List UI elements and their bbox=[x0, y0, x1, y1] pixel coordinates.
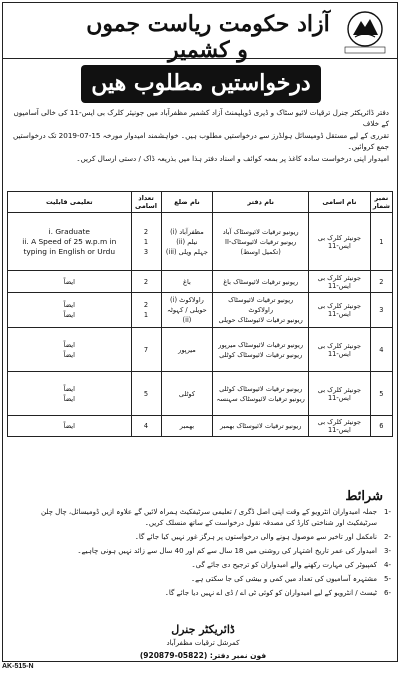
table-row bbox=[8, 293, 393, 328]
cell-count bbox=[131, 293, 161, 328]
cell-line: باغ bbox=[183, 277, 191, 286]
condition-item bbox=[11, 507, 391, 529]
cell-line: نیلم (ii) bbox=[176, 237, 198, 246]
condition-item bbox=[11, 546, 391, 557]
condition-number: -6 bbox=[384, 589, 391, 597]
cell-line: (تکمیل اوسط) bbox=[240, 247, 281, 256]
cell-grade: جونیئر کلرک بی ایس-11 bbox=[309, 416, 371, 437]
header-qualification: تعلیمی قابلیت bbox=[8, 192, 132, 213]
cell-line: ریونیو ترقیات لائیوسٹاک باغ bbox=[223, 277, 299, 286]
cell-sr: 3 bbox=[370, 293, 392, 328]
cell-sr: 2 bbox=[370, 271, 392, 293]
cell-line: 2 bbox=[143, 277, 149, 286]
cell-line: ریونیو ترقیات لائیوسٹاک-II bbox=[225, 237, 297, 246]
header-district: نام ضلع bbox=[161, 192, 213, 213]
intro-line: تقرری کے لیے مستقل ڈومیسائل ہولڈرز سے درخواستیں مطلوب ہیں۔ خواہشمند امیدوار مورخہ 15-07-2019 تک درخواستیں جمع کروائیں۔ bbox=[13, 131, 389, 151]
condition-number: -2 bbox=[384, 533, 391, 541]
cell-line: i. Graduate bbox=[48, 226, 90, 236]
cell-qual bbox=[8, 416, 132, 437]
cell-line: 5 bbox=[143, 389, 149, 398]
cell-name bbox=[213, 372, 309, 416]
cell-name bbox=[213, 213, 309, 271]
table-row bbox=[8, 328, 393, 372]
cell-name bbox=[213, 328, 309, 372]
condition-number: -4 bbox=[384, 561, 391, 569]
government-title: آزاد حکومت ریاست جموں و کشمیر bbox=[86, 11, 330, 63]
table-row bbox=[8, 416, 393, 437]
cell-dist bbox=[161, 271, 213, 293]
cell-line: ایضاً bbox=[63, 394, 75, 403]
banner-title: درخواستیں مطلوب ھیں bbox=[91, 70, 311, 96]
table-row bbox=[8, 372, 393, 416]
reference-code: AK-515-N bbox=[2, 663, 34, 670]
cell-count bbox=[131, 271, 161, 293]
cell-line: مظفرآباد (i) bbox=[170, 227, 204, 236]
wanted-banner bbox=[81, 65, 321, 103]
cell-sr: 4 bbox=[370, 328, 392, 372]
cell-line: کوٹلی bbox=[178, 389, 195, 398]
cell-line: ریونیو ترقیات لائیوسٹاک میرپور bbox=[218, 340, 304, 349]
conditions-title: شرائط bbox=[345, 489, 383, 504]
cell-count bbox=[131, 416, 161, 437]
cell-dist bbox=[161, 372, 213, 416]
intro-line: امیدوار اپنی درخواست سادہ کاغذ پر بمعہ کوائف و اسناد دفتر ہذا میں بذریعہ ڈاک / دستی ارسال کریں۔ bbox=[76, 154, 389, 163]
cell-grade: جونیئر کلرک بی ایس-11 bbox=[309, 213, 371, 271]
cell-name bbox=[213, 416, 309, 437]
cell-line: 7 bbox=[143, 345, 149, 354]
cell-name bbox=[213, 293, 309, 328]
condition-number: -5 bbox=[384, 575, 391, 583]
cell-line: ریونیو ترقیات لائیوسٹاک راولاکوٹ bbox=[228, 296, 294, 314]
cell-line: ریونیو ترقیات لائیوسٹاک کوٹلی bbox=[219, 384, 303, 393]
cell-line: جہلم ویلی (iii) bbox=[165, 247, 208, 256]
condition-text: ٹیسٹ / انٹرویو کے لیے امیدواران کو کوئی ٹی اے / ڈی اے نہیں دیا جائے گا۔ bbox=[164, 589, 377, 597]
header-count: تعداد اسامی bbox=[131, 192, 161, 213]
signatory-office: کمرشل ترقیات مظفرآباد bbox=[166, 639, 240, 647]
cell-name bbox=[213, 271, 309, 293]
cell-line: 2 bbox=[143, 227, 149, 236]
cell-line: ریونیو ترقیات لائیوسٹاک آباد bbox=[222, 227, 299, 236]
cell-dist bbox=[161, 416, 213, 437]
cell-line: typing in English or Urdu bbox=[23, 246, 115, 256]
cell-count bbox=[131, 328, 161, 372]
condition-text: نامکمل اور تاخیر سے موصول ہونے والی درخواستوں پر ہرگز غور نہیں کیا جائے گا۔ bbox=[134, 533, 377, 541]
condition-text: جملہ امیدواران انٹرویو کے وقت اپنی اصل ڈگری / تعلیمی سرٹیفکیٹ ہمراہ لائیں گے علاوہ ازیں ڈومیسائل، چال چلن سرٹیفکیٹ اور شناختی کارڈ کی مصدقہ نقول درخواست کے ساتھ منسلک کریں۔ bbox=[40, 508, 377, 527]
header bbox=[3, 3, 397, 63]
cell-qual bbox=[8, 293, 132, 328]
intro-text bbox=[11, 107, 389, 165]
condition-item bbox=[11, 574, 391, 585]
condition-number: -1 bbox=[384, 508, 391, 516]
cell-dist bbox=[161, 293, 213, 328]
state-emblem-icon bbox=[341, 9, 389, 55]
cell-line: ایضاً bbox=[63, 384, 75, 393]
cell-dist bbox=[161, 213, 213, 271]
intro-line: دفتر ڈائریکٹر جنرل ترقیات لائیو سٹاک و ڈیری ڈویلپمنٹ آزاد کشمیر مظفرآباد میں جونیئر کلرک بی ایس-11 کی خالی آسامیوں کے خلاف bbox=[13, 108, 389, 128]
cell-line: میرپور bbox=[178, 345, 196, 354]
condition-text: امیدوار کی عمر تاریخ اشتہار کی روشنی میں 18 سال سے کم اور 40 سال سے زائد نہیں ہونی چاہیے۔ bbox=[77, 547, 377, 555]
cell-count bbox=[131, 213, 161, 271]
condition-item bbox=[11, 560, 391, 571]
cell-line: 4 bbox=[143, 422, 149, 430]
header-office: نام دفتر bbox=[213, 192, 309, 213]
cell-grade: جونیئر کلرک بی ایس-11 bbox=[309, 372, 371, 416]
office-phone: فون نمبر دفتر: (05822-920879) bbox=[139, 651, 267, 660]
cell-line: ایضاً bbox=[63, 311, 75, 319]
cell-line: ایضاً bbox=[63, 301, 75, 309]
condition-item bbox=[11, 532, 391, 543]
cell-line: حویلی / کہوٹہ (ii) bbox=[167, 306, 207, 324]
cell-line: ایضاً bbox=[63, 350, 75, 359]
table-header-row bbox=[8, 192, 393, 213]
condition-item bbox=[11, 588, 391, 599]
cell-line: 1 bbox=[143, 311, 149, 319]
cell-line: ریونیو ترقیات لائیوسٹاک کوٹلی bbox=[219, 350, 303, 359]
table-row bbox=[8, 271, 393, 293]
cell-line: ریونیو ترقیات لائیوسٹاک بھمبر bbox=[219, 422, 302, 430]
table-row bbox=[8, 213, 393, 271]
cell-grade: جونیئر کلرک بی ایس-11 bbox=[309, 271, 371, 293]
cell-qual bbox=[8, 271, 132, 293]
signatory-title: ڈائریکٹر جنرل bbox=[171, 623, 235, 636]
cell-dist bbox=[161, 328, 213, 372]
header-post: نام اسامی bbox=[309, 192, 371, 213]
cell-grade: جونیئر کلرک بی ایس-11 bbox=[309, 328, 371, 372]
condition-text: مشتہرہ آسامیوں کی تعداد میں کمی و بیشی کی جا سکتی ہے۔ bbox=[191, 575, 377, 583]
header-sr: نمبر شمار bbox=[370, 192, 392, 213]
cell-count bbox=[131, 372, 161, 416]
cell-line: ریونیو ترقیات لائیوسٹاک حویلی bbox=[218, 316, 303, 324]
cell-line: ii. A Speed of 25 w.p.m in bbox=[22, 236, 117, 246]
cell-line: 3 bbox=[143, 247, 149, 256]
condition-number: -3 bbox=[384, 547, 391, 555]
cell-qual bbox=[8, 328, 132, 372]
cell-line: بھمبر bbox=[179, 422, 195, 430]
cell-qual bbox=[8, 213, 132, 271]
cell-sr: 5 bbox=[370, 372, 392, 416]
cell-grade: جونیئر کلرک بی ایس-11 bbox=[309, 293, 371, 328]
vacancy-table bbox=[7, 191, 393, 437]
advertisement-page bbox=[2, 2, 398, 662]
cell-line: راولاکوٹ (i) bbox=[170, 296, 204, 304]
cell-line: ریونیو ترقیات لائیوسٹاک سہنسہ bbox=[216, 394, 305, 403]
cell-sr: 6 bbox=[370, 416, 392, 437]
cell-line: 1 bbox=[143, 237, 149, 246]
cell-line: ایضاً bbox=[63, 277, 75, 286]
conditions-list bbox=[11, 507, 391, 602]
cell-line: ایضاً bbox=[63, 422, 75, 430]
condition-text: کمپیوٹر کی مہارت رکھنے والے امیدواران کو ترجیح دی جائے گی۔ bbox=[191, 561, 377, 569]
cell-sr: 1 bbox=[370, 213, 392, 271]
cell-line: 2 bbox=[143, 301, 149, 309]
cell-qual bbox=[8, 372, 132, 416]
cell-line: ایضاً bbox=[63, 340, 75, 349]
